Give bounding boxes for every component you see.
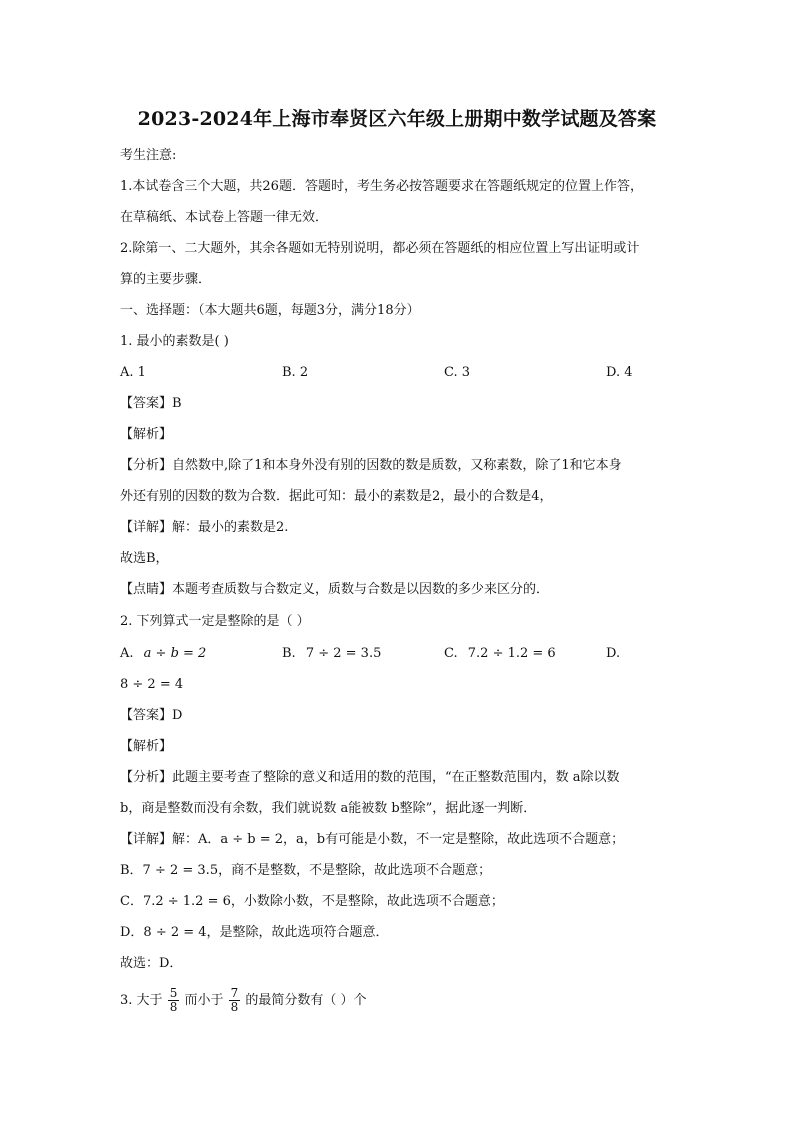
section-heading: 一、选择题：（本大题共6题，每题3分，满分18分） bbox=[120, 303, 420, 318]
question-2-detail-d: D．8 ÷ 2 = 4，是整除，故此选项符合题意． bbox=[120, 925, 389, 940]
question-3-suffix: 的最简分数有（ ）个 bbox=[245, 993, 367, 1008]
question-1-analysis-label: 【解析】 bbox=[120, 427, 173, 442]
question-2-answer: 【答案】D bbox=[120, 708, 183, 723]
fraction-seven-eighths bbox=[229, 987, 241, 1014]
question-1-analysis-line-2: 外还有别的因数的数为合数．据此可知：最小的素数是2，最小的合数是4， bbox=[120, 489, 553, 504]
notice-item-1-line-2: 在草稿纸、本试卷上答题一律无效． bbox=[120, 210, 329, 225]
option-c-expression: 7.2 ÷ 1.2 = 6 bbox=[467, 646, 556, 661]
option-a-expression: a ÷ b = 2 bbox=[143, 646, 207, 661]
option-c-label: C. bbox=[444, 646, 458, 661]
question-1-analysis-line-1: 【分析】自然数中,除了1和本身外没有别的因数的数是质数，又称素数，除了1和它本身 bbox=[120, 458, 622, 473]
question-2-analysis-label: 【解析】 bbox=[120, 739, 173, 754]
fraction-1-numerator: 5 bbox=[169, 986, 178, 1000]
option-a-label: A. bbox=[120, 646, 134, 661]
question-1-option-b: B. 2 bbox=[282, 365, 309, 380]
document-title: 2023-2024年上海市奉贤区六年级上册期中数学试题及答案 bbox=[137, 108, 657, 130]
question-1-option-d: D. 4 bbox=[606, 365, 633, 380]
question-1-stem: 1. 最小的素数是( ) bbox=[120, 334, 229, 349]
question-3-stem bbox=[120, 986, 367, 1016]
option-b-expression: 7 ÷ 2 = 3.5 bbox=[305, 646, 382, 661]
question-2-option-d: D. bbox=[606, 646, 621, 661]
fraction-1-denominator: 8 bbox=[169, 1000, 178, 1014]
option-b-label: B. bbox=[282, 646, 296, 661]
question-2-stem: 2. 下列算式一定是整除的是（ ） bbox=[120, 614, 310, 629]
question-2-option-d-expression: 8 ÷ 2 = 4 bbox=[120, 677, 184, 692]
question-3-prefix: 3. 大于 bbox=[120, 993, 163, 1008]
question-2-choice: 故选：D． bbox=[120, 956, 183, 971]
fraction-five-eighths bbox=[168, 987, 180, 1014]
question-2-detail-c: C．7.2 ÷ 1.2 = 6，小数除小数，不是整除，故此选项不合题意； bbox=[120, 894, 504, 909]
question-2-detail-a: 【详解】解：A．a ÷ b = 2，a，b有可能是小数，不一定是整除，故此选项不合题意； bbox=[120, 832, 625, 847]
notice-heading: 考生注意: bbox=[120, 148, 177, 163]
question-1-answer: 【答案】B bbox=[120, 396, 182, 411]
question-1-option-a: A. 1 bbox=[120, 365, 146, 380]
notice-item-2-line-2: 算的主要步骤． bbox=[120, 272, 212, 287]
notice-item-1-line-1: 1.本试卷含三个大题，共26题．答题时，考生务必按答题要求在答题纸规定的位置上作答， bbox=[120, 179, 643, 194]
notice-item-2-line-1: 2.除第一、二大题外，其余各题如无特别说明，都必须在答题纸的相应位置上写出证明或计 bbox=[120, 241, 640, 256]
question-2-analysis-line-1: 【分析】此题主要考查了整除的意义和适用的数的范围，“在正整数范围内，数 a除以数 bbox=[120, 770, 620, 785]
question-2-option-a bbox=[120, 645, 206, 663]
question-2-detail-b: B．7 ÷ 2 = 3.5，商不是整数，不是整除，故此选项不合题意； bbox=[120, 863, 492, 878]
question-2-option-b bbox=[282, 645, 381, 663]
question-1-choice: 故选B， bbox=[120, 551, 169, 566]
question-1-comment: 【点睛】本题考查质数与合数定义，质数与合数是以因数的多少来区分的． bbox=[120, 582, 550, 597]
question-1-detail: 【详解】解：最小的素数是2. bbox=[120, 520, 289, 535]
fraction-2-numerator: 7 bbox=[230, 986, 239, 1000]
question-2-option-c bbox=[444, 645, 556, 663]
question-2-analysis-line-2: b，商是整数而没有余数，我们就说数 a能被数 b整除”，据此逐一判断． bbox=[120, 801, 537, 816]
question-1-option-c: C. 3 bbox=[444, 365, 471, 380]
fraction-2-denominator: 8 bbox=[230, 1000, 239, 1014]
question-3-middle: 而小于 bbox=[184, 993, 224, 1008]
